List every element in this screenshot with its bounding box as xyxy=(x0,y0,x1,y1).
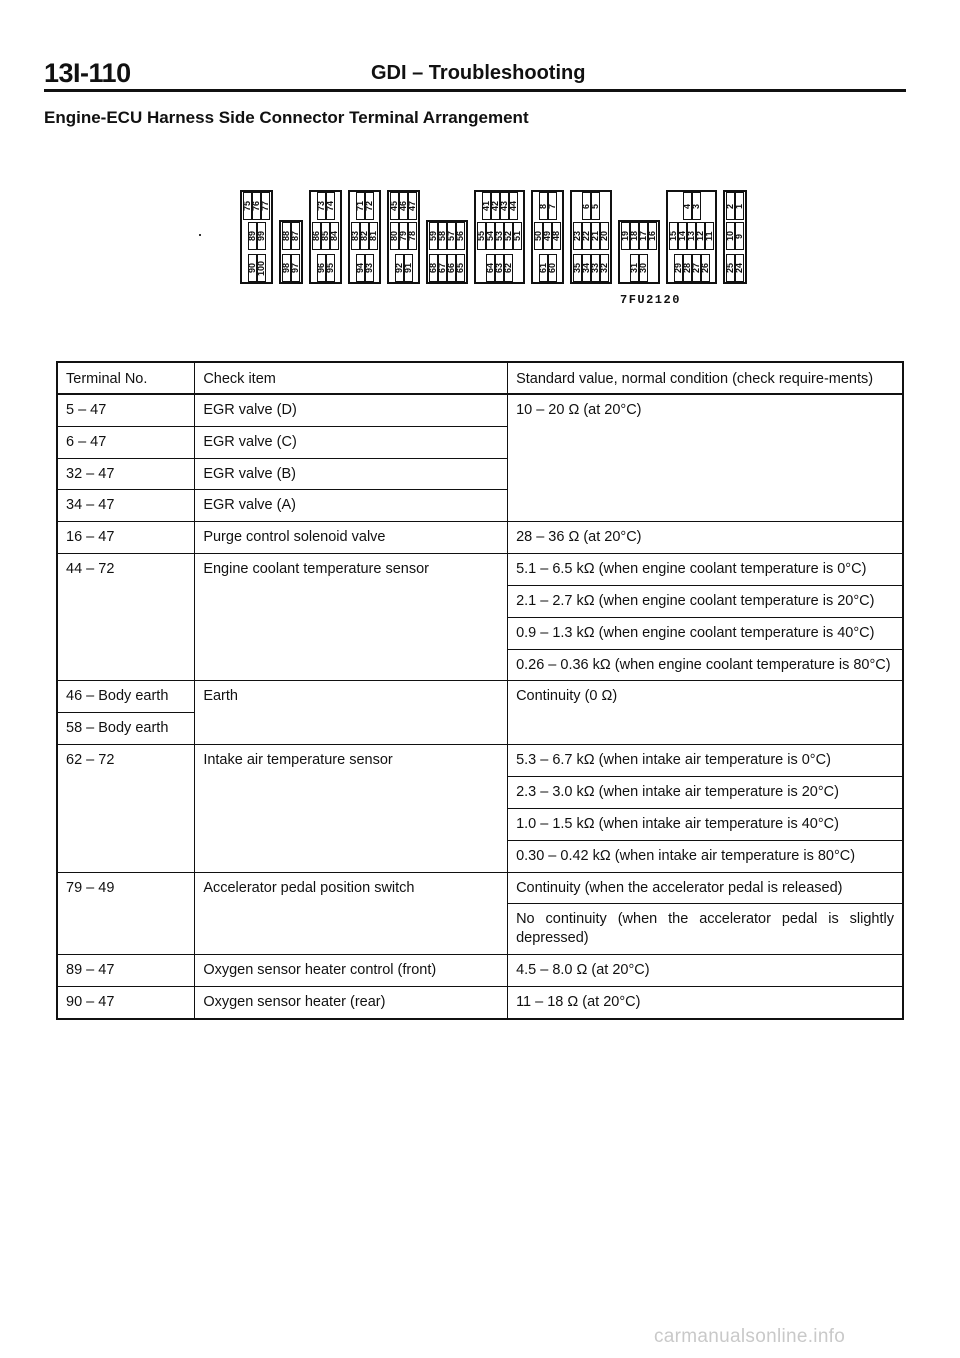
terminal-pin: 76 xyxy=(252,192,261,220)
terminal-pin: 72 xyxy=(365,192,374,220)
terminal-pin: 96 xyxy=(317,254,326,282)
terminal-pin: 20 xyxy=(600,222,609,250)
terminal-cell: 44 – 72 xyxy=(57,554,195,681)
terminal-pin: 84 xyxy=(330,222,339,250)
terminal-pin: 58 xyxy=(438,222,447,250)
header-terminal: Terminal No. xyxy=(57,362,195,394)
terminal-pin: 16 xyxy=(648,222,657,250)
terminal-pin: 29 xyxy=(674,254,683,282)
page-title: GDI – Troubleshooting xyxy=(371,62,586,84)
terminal-pin: 25 xyxy=(726,254,735,282)
terminal-pin: 92 xyxy=(395,254,404,282)
terminal-pin: 17 xyxy=(639,222,648,250)
terminal-pin: 59 xyxy=(429,222,438,250)
terminal-pin: 42 xyxy=(491,192,500,220)
terminal-cell: 89 – 47 xyxy=(57,955,195,987)
terminal-pin: 23 xyxy=(573,222,582,250)
terminal-cell: 58 – Body earth xyxy=(57,713,195,745)
terminal-pin: 100 xyxy=(257,254,266,282)
item-cell: Oxygen sensor heater (rear) xyxy=(195,986,508,1018)
terminal-pin: 8 xyxy=(539,192,548,220)
terminal-pin: 18 xyxy=(630,222,639,250)
terminal-cell: 6 – 47 xyxy=(57,426,195,458)
connector-diagram xyxy=(240,190,744,288)
terminal-pin: 5 xyxy=(591,192,600,220)
item-cell: Intake air temperature sensor xyxy=(195,745,508,872)
terminal-pin: 6 xyxy=(582,192,591,220)
value-cell: 0.30 – 0.42 kΩ (when intake air temperature is 80°C) xyxy=(508,840,903,872)
terminal-pin: 24 xyxy=(735,254,744,282)
header-standard-value: Standard value, normal condition (check require-ments) xyxy=(508,362,903,394)
terminal-pin: 56 xyxy=(456,222,465,250)
terminal-pin: 61 xyxy=(539,254,548,282)
terminal-pin: 99 xyxy=(257,222,266,250)
page-header xyxy=(44,58,904,88)
terminal-pin: 32 xyxy=(600,254,609,282)
terminal-pin: 9 xyxy=(735,222,744,250)
terminal-pin: 3 xyxy=(692,192,701,220)
terminal-pin: 30 xyxy=(639,254,648,282)
value-cell: No continuity (when the accelerator pedal is slightly depressed) xyxy=(508,904,903,955)
table-row xyxy=(57,745,903,777)
terminal-pin: 95 xyxy=(326,254,335,282)
terminal-pin: 91 xyxy=(404,254,413,282)
terminal-pin: 83 xyxy=(351,222,360,250)
terminal-pin: 55 xyxy=(477,222,486,250)
terminal-pin: 81 xyxy=(369,222,378,250)
figure-speck xyxy=(199,234,201,236)
terminal-pin: 97 xyxy=(291,254,300,282)
table-row xyxy=(57,554,903,586)
value-cell: 0.9 – 1.3 kΩ (when engine coolant temperature is 40°C) xyxy=(508,617,903,649)
figure-code: 7FU2120 xyxy=(620,293,681,307)
terminal-pin: 50 xyxy=(534,222,543,250)
terminal-pin: 1 xyxy=(735,192,744,220)
terminal-pin: 60 xyxy=(548,254,557,282)
header-check-item: Check item xyxy=(195,362,508,394)
terminal-pin: 15 xyxy=(669,222,678,250)
terminal-pin: 12 xyxy=(696,222,705,250)
value-cell: Continuity (when the accelerator pedal is released) xyxy=(508,872,903,904)
terminal-pin: 49 xyxy=(543,222,552,250)
item-cell: EGR valve (A) xyxy=(195,490,508,522)
terminal-pin: 52 xyxy=(504,222,513,250)
terminal-pin: 7 xyxy=(548,192,557,220)
terminal-pin: 11 xyxy=(705,222,714,250)
table-header-row xyxy=(57,362,903,394)
terminal-pin: 19 xyxy=(621,222,630,250)
terminal-pin: 90 xyxy=(248,254,257,282)
terminal-pin: 46 xyxy=(399,192,408,220)
terminal-pin: 2 xyxy=(726,192,735,220)
terminal-cell: 32 – 47 xyxy=(57,458,195,490)
terminal-pin: 44 xyxy=(509,192,518,220)
terminal-pin: 41 xyxy=(482,192,491,220)
item-cell: Purge control solenoid valve xyxy=(195,522,508,554)
terminal-pin: 93 xyxy=(365,254,374,282)
table-row xyxy=(57,955,903,987)
terminal-pin: 78 xyxy=(408,222,417,250)
section-title: Engine-ECU Harness Side Connector Terminal Arrangement xyxy=(44,108,529,127)
table-row xyxy=(57,872,903,904)
item-cell: EGR valve (D) xyxy=(195,394,508,426)
terminal-pin: 71 xyxy=(356,192,365,220)
terminal-pin: 21 xyxy=(591,222,600,250)
terminal-pin: 43 xyxy=(500,192,509,220)
terminal-pin: 13 xyxy=(687,222,696,250)
terminal-cell: 79 – 49 xyxy=(57,872,195,955)
terminal-cell: 16 – 47 xyxy=(57,522,195,554)
terminal-pin: 31 xyxy=(630,254,639,282)
terminal-cell: 46 – Body earth xyxy=(57,681,195,713)
value-cell: 4.5 – 8.0 Ω (at 20°C) xyxy=(508,955,903,987)
terminal-pin: 82 xyxy=(360,222,369,250)
terminal-cell: 62 – 72 xyxy=(57,745,195,872)
terminal-pin: 73 xyxy=(317,192,326,220)
terminal-pin: 35 xyxy=(573,254,582,282)
page-number: 13I-110 xyxy=(44,58,131,88)
terminal-pin: 98 xyxy=(282,254,291,282)
terminal-pin: 88 xyxy=(282,222,291,250)
terminal-pin: 75 xyxy=(243,192,252,220)
value-cell: 2.1 – 2.7 kΩ (when engine coolant temperature is 20°C) xyxy=(508,585,903,617)
item-cell: Earth xyxy=(195,681,508,745)
terminal-pin: 51 xyxy=(513,222,522,250)
terminal-pin: 53 xyxy=(495,222,504,250)
terminal-pin: 34 xyxy=(582,254,591,282)
value-cell: 5.3 – 6.7 kΩ (when intake air temperature is 0°C) xyxy=(508,745,903,777)
value-cell: 28 – 36 Ω (at 20°C) xyxy=(508,522,903,554)
terminal-pin: 57 xyxy=(447,222,456,250)
terminal-pin: 28 xyxy=(683,254,692,282)
terminal-pin: 86 xyxy=(312,222,321,250)
terminal-pin: 48 xyxy=(552,222,561,250)
value-cell: 0.26 – 0.36 kΩ (when engine coolant temperature is 80°C) xyxy=(508,649,903,681)
table-row xyxy=(57,681,903,713)
terminal-pin: 65 xyxy=(456,254,465,282)
terminal-pin: 54 xyxy=(486,222,495,250)
terminal-cell: 5 – 47 xyxy=(57,394,195,426)
value-cell: 10 – 20 Ω (at 20°C) xyxy=(508,394,903,522)
terminal-pin: 47 xyxy=(408,192,417,220)
item-cell: Accelerator pedal position switch xyxy=(195,872,508,955)
value-cell: 11 – 18 Ω (at 20°C) xyxy=(508,986,903,1018)
value-cell: 2.3 – 3.0 kΩ (when intake air temperature is 20°C) xyxy=(508,776,903,808)
terminal-pin: 94 xyxy=(356,254,365,282)
terminal-check-table xyxy=(56,361,904,1020)
terminal-pin: 14 xyxy=(678,222,687,250)
terminal-pin: 66 xyxy=(447,254,456,282)
terminal-pin: 26 xyxy=(701,254,710,282)
terminal-pin: 87 xyxy=(291,222,300,250)
terminal-pin: 68 xyxy=(429,254,438,282)
item-cell: Oxygen sensor heater control (front) xyxy=(195,955,508,987)
item-cell: Engine coolant temperature sensor xyxy=(195,554,508,681)
terminal-pin: 74 xyxy=(326,192,335,220)
terminal-pin: 89 xyxy=(248,222,257,250)
terminal-cell: 90 – 47 xyxy=(57,986,195,1018)
value-cell: Continuity (0 Ω) xyxy=(508,681,903,745)
terminal-pin: 80 xyxy=(390,222,399,250)
terminal-pin: 10 xyxy=(726,222,735,250)
table-row xyxy=(57,522,903,554)
value-cell: 5.1 – 6.5 kΩ (when engine coolant temperature is 0°C) xyxy=(508,554,903,586)
terminal-pin: 79 xyxy=(399,222,408,250)
terminal-pin: 62 xyxy=(504,254,513,282)
terminal-pin: 45 xyxy=(390,192,399,220)
table-row xyxy=(57,394,903,426)
header-divider xyxy=(44,89,906,92)
terminal-pin: 64 xyxy=(486,254,495,282)
terminal-pin: 63 xyxy=(495,254,504,282)
terminal-pin: 22 xyxy=(582,222,591,250)
value-cell: 1.0 – 1.5 kΩ (when intake air temperature is 40°C) xyxy=(508,808,903,840)
terminal-cell: 34 – 47 xyxy=(57,490,195,522)
watermark: carmanualsonline.info xyxy=(654,1326,846,1347)
terminal-pin: 77 xyxy=(261,192,270,220)
item-cell: EGR valve (C) xyxy=(195,426,508,458)
terminal-pin: 33 xyxy=(591,254,600,282)
terminal-pin: 4 xyxy=(683,192,692,220)
terminal-pin: 85 xyxy=(321,222,330,250)
table-row xyxy=(57,986,903,1018)
terminal-pin: 27 xyxy=(692,254,701,282)
item-cell: EGR valve (B) xyxy=(195,458,508,490)
terminal-pin: 67 xyxy=(438,254,447,282)
